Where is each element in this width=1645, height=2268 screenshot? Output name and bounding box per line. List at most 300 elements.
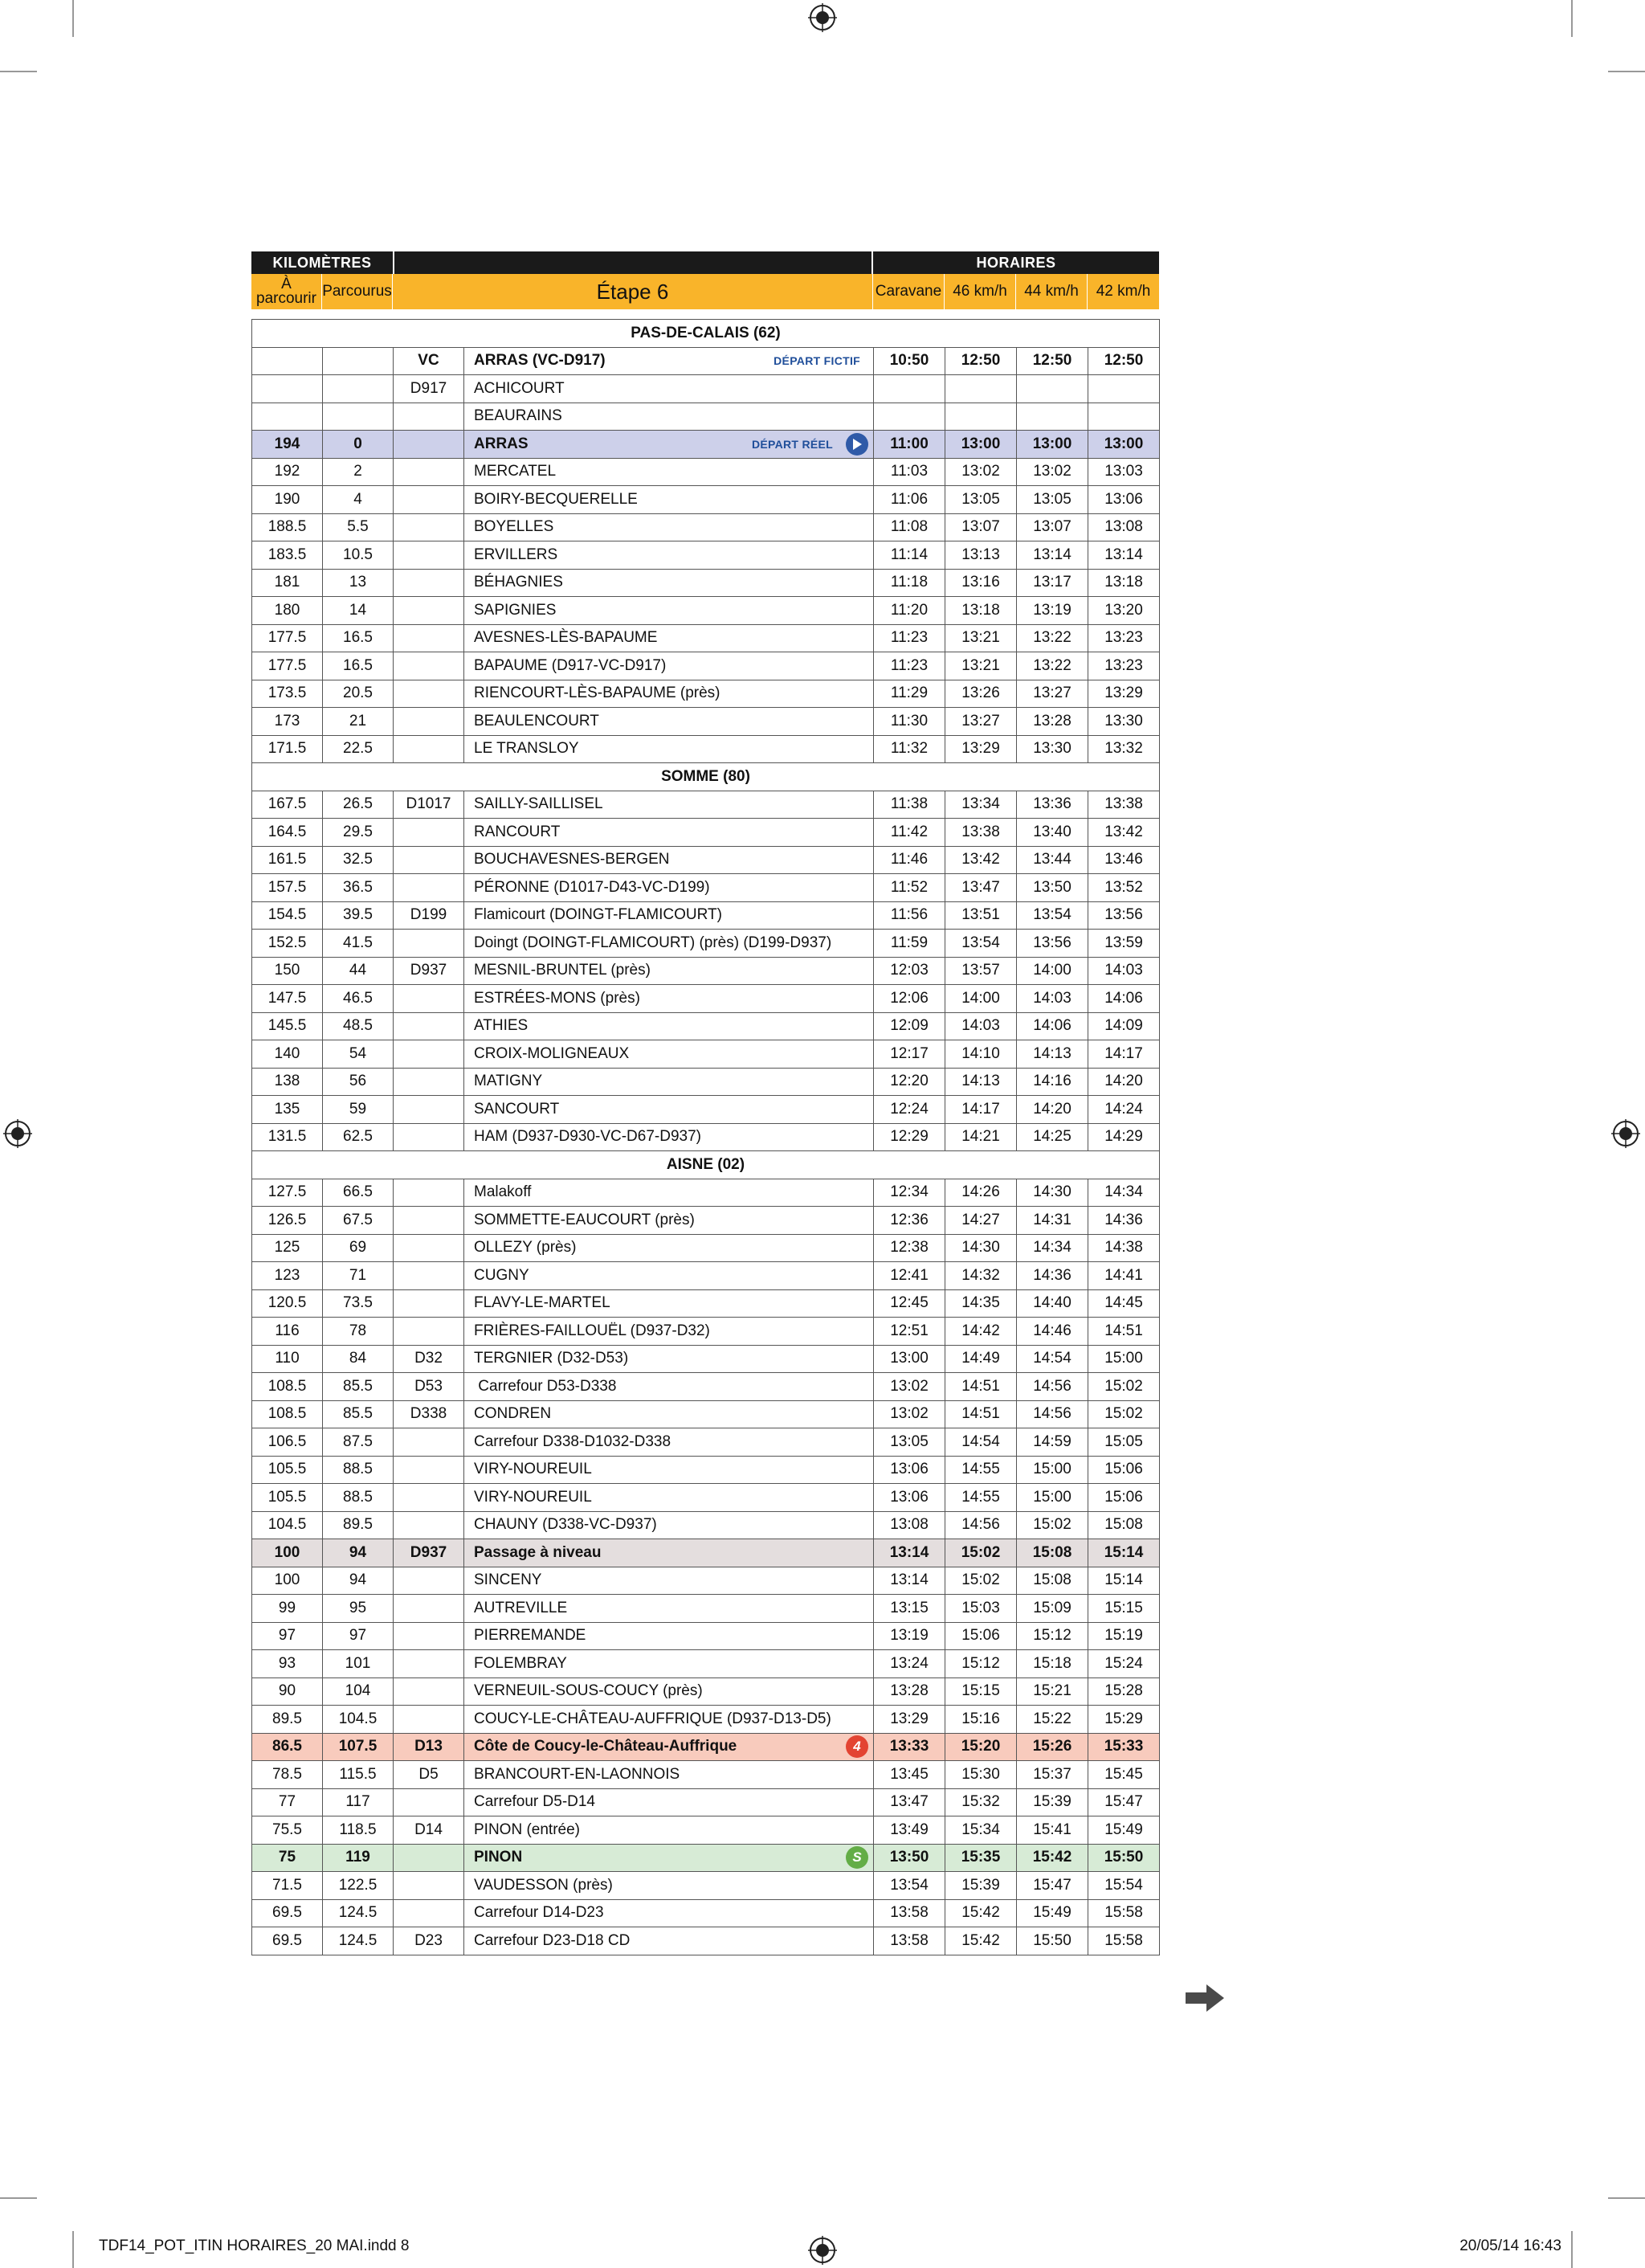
time-46kmh: 13:13 [945, 541, 1017, 570]
time-caravane: 13:49 [874, 1816, 945, 1845]
km-covered: 10.5 [323, 541, 394, 570]
time-44kmh: 13:54 [1017, 901, 1088, 930]
km-remaining: 161.5 [252, 846, 323, 874]
time-44kmh: 15:42 [1017, 1844, 1088, 1872]
km-covered: 104 [323, 1678, 394, 1706]
time-44kmh: 15:50 [1017, 1927, 1088, 1955]
place-cell [464, 1318, 874, 1346]
footer-date: 20/05/14 16:43 [1459, 2237, 1561, 2254]
road-code [394, 541, 464, 570]
km-remaining: 99 [252, 1595, 323, 1623]
time-46kmh: 14:00 [945, 985, 1017, 1013]
time-44kmh: 15:37 [1017, 1761, 1088, 1789]
km-covered: 46.5 [323, 985, 394, 1013]
place-name: VAUDESSON (près) [474, 1876, 613, 1894]
place-name: ERVILLERS [474, 546, 558, 563]
km-remaining [252, 403, 323, 431]
arrow-right-icon [1186, 1984, 1224, 2012]
time-44kmh: 14:59 [1017, 1428, 1088, 1457]
table-row [252, 1706, 1160, 1734]
table-row [252, 1899, 1160, 1927]
road-code: D5 [394, 1761, 464, 1789]
time-42kmh: 15:14 [1088, 1567, 1160, 1595]
table-row [252, 708, 1160, 736]
km-covered: 124.5 [323, 1927, 394, 1955]
road-code [394, 458, 464, 486]
time-46kmh: 13:16 [945, 569, 1017, 597]
km-covered: 4 [323, 486, 394, 514]
place-cell [464, 1733, 874, 1761]
time-46kmh: 13:57 [945, 957, 1017, 985]
time-caravane: 11:52 [874, 874, 945, 902]
time-44kmh: 14:56 [1017, 1373, 1088, 1401]
time-42kmh: 13:00 [1088, 431, 1160, 459]
place-name: ARRAS [474, 435, 529, 452]
time-caravane: 13:00 [874, 1345, 945, 1373]
table-row [252, 1816, 1160, 1845]
road-code [394, 819, 464, 847]
time-44kmh: 15:18 [1017, 1650, 1088, 1678]
place-cell [464, 846, 874, 874]
time-42kmh: 15:50 [1088, 1844, 1160, 1872]
road-code [394, 1456, 464, 1484]
km-covered: 97 [323, 1622, 394, 1650]
time-caravane: 12:45 [874, 1289, 945, 1318]
time-42kmh: 15:02 [1088, 1400, 1160, 1428]
table-row [252, 930, 1160, 958]
km-covered: 89.5 [323, 1511, 394, 1539]
table-row [252, 735, 1160, 763]
km-remaining: 89.5 [252, 1706, 323, 1734]
table-row [252, 652, 1160, 680]
time-44kmh: 15:47 [1017, 1872, 1088, 1900]
table-row [252, 569, 1160, 597]
table-row [252, 1428, 1160, 1457]
time-42kmh: 13:23 [1088, 624, 1160, 652]
km-remaining [252, 375, 323, 403]
time-44kmh: 14:31 [1017, 1207, 1088, 1235]
time-46kmh: 14:54 [945, 1428, 1017, 1457]
time-46kmh: 13:02 [945, 458, 1017, 486]
time-46kmh: 15:02 [945, 1539, 1017, 1567]
crop-mark [0, 71, 37, 72]
km-covered: 44 [323, 957, 394, 985]
time-46kmh: 13:26 [945, 680, 1017, 708]
place-cell [464, 403, 874, 431]
time-46kmh: 13:27 [945, 708, 1017, 736]
road-code [394, 1899, 464, 1927]
place-name: MESNIL-BRUNTEL (près) [474, 962, 651, 979]
time-44kmh: 14:56 [1017, 1400, 1088, 1428]
place-name: MERCATEL [474, 463, 557, 480]
time-42kmh: 15:49 [1088, 1816, 1160, 1845]
place-cell [464, 930, 874, 958]
time-44kmh: 14:03 [1017, 985, 1088, 1013]
time-42kmh: 12:50 [1088, 347, 1160, 375]
crop-mark [1571, 2231, 1573, 2268]
km-remaining: 177.5 [252, 652, 323, 680]
place-name: HAM (D937-D930-VC-D67-D937) [474, 1128, 701, 1146]
time-44kmh: 14:46 [1017, 1318, 1088, 1346]
place-name: BOUCHAVESNES-BERGEN [474, 851, 670, 868]
table-row [252, 458, 1160, 486]
time-46kmh: 14:13 [945, 1068, 1017, 1096]
kilometres-header: KILOMÈTRES [251, 251, 393, 274]
km-remaining: 106.5 [252, 1428, 323, 1457]
time-46kmh: 15:20 [945, 1733, 1017, 1761]
km-remaining: 154.5 [252, 901, 323, 930]
km-remaining: 100 [252, 1539, 323, 1567]
road-code [394, 1788, 464, 1816]
place-cell [464, 735, 874, 763]
time-42kmh: 15:06 [1088, 1484, 1160, 1512]
place-cell [464, 1706, 874, 1734]
place-name: Côte de Coucy-le-Château-Auffrique [474, 1738, 737, 1755]
time-46kmh: 14:10 [945, 1040, 1017, 1069]
place-name: ATHIES [474, 1017, 529, 1035]
registration-mark-icon [3, 1119, 32, 1148]
place-cell [464, 1872, 874, 1900]
km-covered: 124.5 [323, 1899, 394, 1927]
time-caravane: 13:45 [874, 1761, 945, 1789]
km-remaining: 108.5 [252, 1400, 323, 1428]
km-covered: 32.5 [323, 846, 394, 874]
time-44kmh: 15:02 [1017, 1511, 1088, 1539]
time-42kmh: 15:24 [1088, 1650, 1160, 1678]
road-code [394, 1012, 464, 1040]
time-caravane: 13:06 [874, 1484, 945, 1512]
place-name: RIENCOURT-LÈS-BAPAUME (près) [474, 684, 720, 702]
time-44kmh: 13:30 [1017, 735, 1088, 763]
place-cell [464, 1289, 874, 1318]
km-covered: 48.5 [323, 1012, 394, 1040]
place-cell [464, 513, 874, 541]
place-name: BÉHAGNIES [474, 574, 563, 591]
time-caravane: 11:29 [874, 680, 945, 708]
time-caravane [874, 375, 945, 403]
km-covered: 88.5 [323, 1484, 394, 1512]
col-42kmh: 42 km/h [1088, 274, 1159, 309]
time-42kmh [1088, 375, 1160, 403]
col-caravane: Caravane [873, 274, 945, 309]
time-42kmh: 15:02 [1088, 1373, 1160, 1401]
header-band-top [251, 251, 1159, 274]
km-remaining: 147.5 [252, 985, 323, 1013]
road-code [394, 1650, 464, 1678]
km-remaining: 192 [252, 458, 323, 486]
time-42kmh: 14:51 [1088, 1318, 1160, 1346]
place-cell [464, 458, 874, 486]
time-caravane: 10:50 [874, 347, 945, 375]
time-caravane: 13:24 [874, 1650, 945, 1678]
time-46kmh: 14:51 [945, 1400, 1017, 1428]
road-code [394, 1844, 464, 1872]
place-name: ARRAS (VC-D917) [474, 352, 606, 370]
section-label: SOMME (80) [252, 763, 1160, 791]
time-caravane: 11:06 [874, 486, 945, 514]
section-row [252, 763, 1160, 791]
time-42kmh: 13:23 [1088, 652, 1160, 680]
table-row [252, 846, 1160, 874]
km-covered: 119 [323, 1844, 394, 1872]
km-remaining: 177.5 [252, 624, 323, 652]
km-covered: 59 [323, 1096, 394, 1124]
table-row [252, 1567, 1160, 1595]
time-44kmh [1017, 375, 1088, 403]
km-covered: 73.5 [323, 1289, 394, 1318]
time-44kmh: 13:07 [1017, 513, 1088, 541]
table-row [252, 1068, 1160, 1096]
time-caravane: 11:23 [874, 624, 945, 652]
time-42kmh: 14:45 [1088, 1289, 1160, 1318]
place-name: SAPIGNIES [474, 601, 557, 619]
time-46kmh: 13:29 [945, 735, 1017, 763]
km-covered: 21 [323, 708, 394, 736]
time-42kmh: 14:29 [1088, 1123, 1160, 1151]
km-remaining: 100 [252, 1567, 323, 1595]
place-cell [464, 1816, 874, 1845]
table-row [252, 1234, 1160, 1262]
time-44kmh: 13:05 [1017, 486, 1088, 514]
road-code [394, 403, 464, 431]
km-remaining: 75 [252, 1844, 323, 1872]
road-code: D937 [394, 1539, 464, 1567]
time-caravane: 13:58 [874, 1927, 945, 1955]
time-42kmh: 13:08 [1088, 513, 1160, 541]
road-code [394, 1678, 464, 1706]
place-cell [464, 874, 874, 902]
km-covered: 26.5 [323, 791, 394, 819]
table-row [252, 1678, 1160, 1706]
time-caravane: 11:32 [874, 735, 945, 763]
table-row [252, 1123, 1160, 1151]
place-cell [464, 347, 874, 375]
time-caravane: 12:17 [874, 1040, 945, 1069]
time-46kmh: 13:00 [945, 431, 1017, 459]
km-covered: 94 [323, 1539, 394, 1567]
km-covered: 84 [323, 1345, 394, 1373]
place-cell [464, 1650, 874, 1678]
km-remaining: 86.5 [252, 1733, 323, 1761]
km-covered: 5.5 [323, 513, 394, 541]
km-remaining: 108.5 [252, 1373, 323, 1401]
road-code: D14 [394, 1816, 464, 1845]
table-row [252, 1595, 1160, 1623]
table-row [252, 347, 1160, 375]
time-caravane: 12:41 [874, 1262, 945, 1290]
road-code [394, 1262, 464, 1290]
place-name: CHAUNY (D338-VC-D937) [474, 1516, 657, 1534]
road-code [394, 735, 464, 763]
table-row [252, 1484, 1160, 1512]
table-row [252, 431, 1160, 459]
time-caravane: 13:19 [874, 1622, 945, 1650]
km-remaining: 93 [252, 1650, 323, 1678]
place-cell [464, 624, 874, 652]
km-remaining: 90 [252, 1678, 323, 1706]
time-caravane: 13:02 [874, 1400, 945, 1428]
km-covered: 95 [323, 1595, 394, 1623]
play-icon [846, 433, 868, 456]
place-cell [464, 1262, 874, 1290]
place-cell [464, 486, 874, 514]
table-row [252, 680, 1160, 708]
km-remaining: 104.5 [252, 1511, 323, 1539]
time-44kmh: 14:34 [1017, 1234, 1088, 1262]
place-name: LE TRANSLOY [474, 740, 579, 758]
time-42kmh: 15:19 [1088, 1622, 1160, 1650]
time-44kmh: 14:16 [1017, 1068, 1088, 1096]
time-46kmh: 13:18 [945, 597, 1017, 625]
km-remaining: 131.5 [252, 1123, 323, 1151]
time-42kmh: 13:18 [1088, 569, 1160, 597]
time-46kmh: 13:05 [945, 486, 1017, 514]
place-name: Malakoff [474, 1183, 532, 1201]
section-row [252, 320, 1160, 348]
time-44kmh: 13:22 [1017, 624, 1088, 652]
place-name: MATIGNY [474, 1073, 543, 1090]
sprint-badge-icon: S [846, 1846, 868, 1869]
time-46kmh: 14:27 [945, 1207, 1017, 1235]
place-name: PIERREMANDE [474, 1627, 586, 1645]
road-code [394, 1872, 464, 1900]
road-code [394, 1096, 464, 1124]
place-cell [464, 1539, 874, 1567]
footer-file-info: TDF14_POT_ITIN HORAIRES_20 MAI.indd 8 [99, 2237, 410, 2254]
km-remaining: 125 [252, 1234, 323, 1262]
place-cell [464, 791, 874, 819]
table-row [252, 1207, 1160, 1235]
crop-mark [0, 2197, 37, 2199]
time-44kmh [1017, 403, 1088, 431]
time-46kmh: 13:21 [945, 624, 1017, 652]
place-cell [464, 431, 874, 459]
place-name: Carrefour D5-D14 [474, 1793, 595, 1811]
road-code: D23 [394, 1927, 464, 1955]
place-name: OLLEZY (près) [474, 1239, 577, 1257]
place-name: AVESNES-LÈS-BAPAUME [474, 629, 658, 647]
time-42kmh: 15:33 [1088, 1733, 1160, 1761]
time-42kmh [1088, 403, 1160, 431]
road-code: VC [394, 347, 464, 375]
time-42kmh: 13:52 [1088, 874, 1160, 902]
km-remaining: 97 [252, 1622, 323, 1650]
km-remaining: 164.5 [252, 819, 323, 847]
place-name: BAPAUME (D917-VC-D917) [474, 656, 667, 674]
table-row [252, 1650, 1160, 1678]
horaires-header: HORAIRES [873, 251, 1159, 274]
time-44kmh: 15:26 [1017, 1733, 1088, 1761]
time-42kmh: 15:00 [1088, 1345, 1160, 1373]
km-remaining: 194 [252, 431, 323, 459]
time-44kmh: 13:14 [1017, 541, 1088, 570]
km-covered: 0 [323, 431, 394, 459]
departure-note: DÉPART RÉEL [751, 437, 833, 451]
place-cell [464, 957, 874, 985]
place-cell [464, 1844, 874, 1872]
time-44kmh: 13:40 [1017, 819, 1088, 847]
place-cell [464, 1400, 874, 1428]
time-44kmh: 14:00 [1017, 957, 1088, 985]
place-cell [464, 1511, 874, 1539]
time-42kmh: 15:06 [1088, 1456, 1160, 1484]
place-cell [464, 1012, 874, 1040]
km-covered: 94 [323, 1567, 394, 1595]
time-42kmh: 13:30 [1088, 708, 1160, 736]
table-row [252, 1511, 1160, 1539]
time-46kmh: 13:34 [945, 791, 1017, 819]
km-remaining: 69.5 [252, 1899, 323, 1927]
time-caravane: 13:29 [874, 1706, 945, 1734]
table-row [252, 513, 1160, 541]
km-remaining: 138 [252, 1068, 323, 1096]
time-caravane: 11:14 [874, 541, 945, 570]
place-cell [464, 1179, 874, 1207]
km-remaining: 135 [252, 1096, 323, 1124]
km-covered [323, 347, 394, 375]
time-42kmh: 15:29 [1088, 1706, 1160, 1734]
km-remaining: 69.5 [252, 1927, 323, 1955]
time-42kmh: 14:38 [1088, 1234, 1160, 1262]
place-name: SAILLY-SAILLISEL [474, 795, 603, 813]
table-row [252, 486, 1160, 514]
time-44kmh: 15:08 [1017, 1539, 1088, 1567]
road-code [394, 930, 464, 958]
header-band-columns [251, 274, 1159, 309]
time-44kmh: 15:39 [1017, 1788, 1088, 1816]
place-name: VERNEUIL-SOUS-COUCY (près) [474, 1682, 703, 1700]
time-44kmh: 15:00 [1017, 1484, 1088, 1512]
col-46kmh: 46 km/h [945, 274, 1016, 309]
table-row [252, 597, 1160, 625]
time-caravane: 13:06 [874, 1456, 945, 1484]
time-42kmh: 13:32 [1088, 735, 1160, 763]
road-code: D937 [394, 957, 464, 985]
table-row [252, 1927, 1160, 1955]
section-label: AISNE (02) [252, 1151, 1160, 1179]
place-cell [464, 1123, 874, 1151]
place-cell [464, 1040, 874, 1069]
table-row [252, 1373, 1160, 1401]
km-remaining: 126.5 [252, 1207, 323, 1235]
time-42kmh: 15:05 [1088, 1428, 1160, 1457]
km-remaining: 171.5 [252, 735, 323, 763]
time-caravane: 13:47 [874, 1788, 945, 1816]
table-row [252, 1872, 1160, 1900]
time-44kmh: 15:12 [1017, 1622, 1088, 1650]
place-cell [464, 1678, 874, 1706]
section-row [252, 1151, 1160, 1179]
place-cell [464, 597, 874, 625]
time-caravane: 13:02 [874, 1373, 945, 1401]
time-caravane: 12:34 [874, 1179, 945, 1207]
table-row [252, 1040, 1160, 1069]
table-row [252, 375, 1160, 403]
km-remaining: 75.5 [252, 1816, 323, 1845]
road-code [394, 1179, 464, 1207]
time-44kmh: 15:41 [1017, 1816, 1088, 1845]
km-covered: 16.5 [323, 652, 394, 680]
place-cell [464, 901, 874, 930]
km-covered: 2 [323, 458, 394, 486]
place-name: BOIRY-BECQUERELLE [474, 490, 638, 508]
table-row [252, 1539, 1160, 1567]
time-caravane: 11:30 [874, 708, 945, 736]
time-46kmh: 15:34 [945, 1816, 1017, 1845]
place-name: AUTREVILLE [474, 1599, 568, 1616]
time-caravane: 11:18 [874, 569, 945, 597]
time-46kmh: 15:42 [945, 1927, 1017, 1955]
